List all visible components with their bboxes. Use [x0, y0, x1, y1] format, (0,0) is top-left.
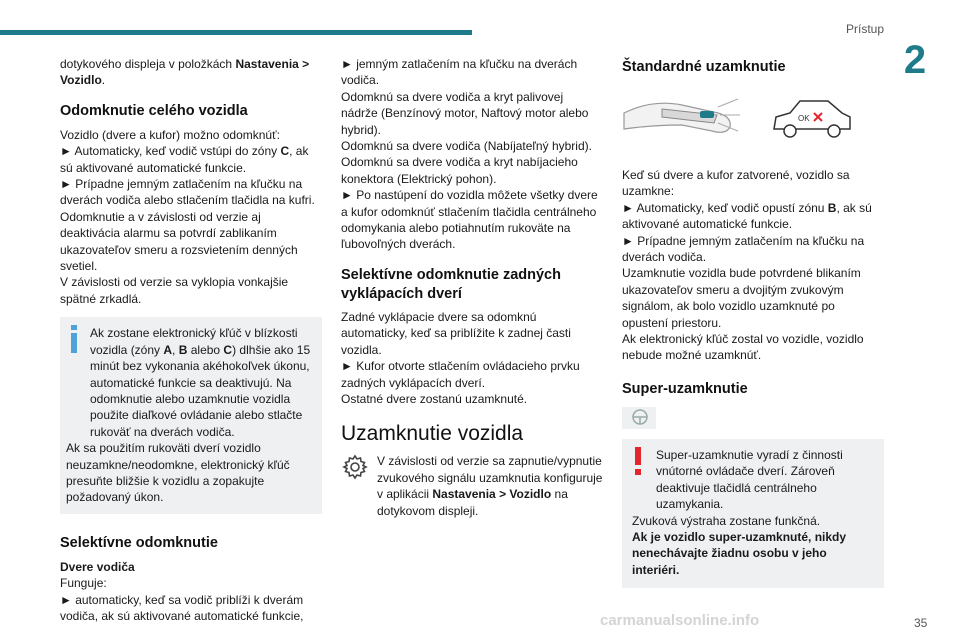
- intro-bold: Nastavenia > Vozidlo: [60, 57, 310, 88]
- rear-line3: Ostatné dvere zostanú uzamknuté.: [341, 391, 528, 406]
- lock-text-end: na dotykovom displeji.: [377, 487, 568, 518]
- warning-line1: Super-uzamknutie vyradí z činnosti vnútorné ovládače dverí. Zároveň deaktivuje tlačidlá centrálneho uzamykania.: [656, 447, 843, 512]
- unlock-all-line4: Odomknutie a v závislosti od verzie aj deaktivácia alarmu sa potvrdí zablikaním ukazovateľov smeru a rozsvietením denných svetiel.: [60, 209, 298, 274]
- intro-paragraph: [60, 56, 322, 89]
- selective-line1: ► automaticky, keď sa vodič priblíži k dverám vodiča, ak sú aktivované automatické funkcie,: [60, 592, 304, 623]
- info-paragraph-2: Ak sa použitím rukoväti dverí vozidlo neuzamkne/neodomkne, elektronický kľúč presuňte bližšie k vozidlu a zopakujte požadovaný úkon.: [66, 441, 290, 505]
- section-label: Prístup: [846, 22, 885, 36]
- car-locked-icon: [770, 91, 854, 143]
- lock-settings-block: [341, 453, 603, 519]
- column-3: [622, 56, 884, 588]
- col2-line3: Odomknú sa dvere vodiča (Nabíjateľný hybrid).: [341, 139, 592, 154]
- column-1: [60, 56, 322, 624]
- heading-rear-selective: Selektívne odomknutie zadných vyklápacích dverí: [341, 266, 561, 302]
- driver-door-label: Dvere vodiča: [60, 559, 135, 574]
- info-box: [60, 317, 322, 513]
- warning-box: [622, 439, 884, 588]
- lock-settings-path: Nastavenia > Vozidlo: [432, 487, 552, 502]
- info-icon: [66, 325, 82, 353]
- unlock-all-line2-end: , ak sú aktivované automatické funkcie.: [60, 144, 309, 175]
- header-accent-bar: [0, 30, 472, 35]
- steering-wheel-icon: [622, 407, 656, 429]
- heading-selective: Selektívne odomknutie: [60, 534, 218, 551]
- zone-b: B: [178, 342, 188, 357]
- rear-line2: ► Kufor otvorte stlačením ovládacieho prvku zadných vyklápacích dverí.: [341, 359, 580, 390]
- unlock-all-line3: ► Prípadne jemným zatlačením na kľučku na dverách vodiča alebo stlačením tlačidla na kufri.: [60, 177, 315, 208]
- lock-text: V závislosti od verzie sa zapnutie/vypnutie zvukového signálu uzamknutia konfiguruje v aplikácii: [377, 454, 603, 502]
- zone-c: C: [280, 144, 290, 159]
- col2-line1: ► jemným zatlačením na kľučku na dverách vodiča.: [341, 57, 578, 88]
- unlock-all-line1: Vozidlo (dvere a kufor) možno odomknúť:: [60, 127, 280, 142]
- door-handle-hand-icon: [622, 85, 742, 145]
- column-2: [341, 56, 603, 519]
- warning-line3: Ak je vozidlo super-uzamknuté, nikdy nenechávajte žiadnu osobu v jeho interiéri.: [632, 529, 847, 577]
- standard-lock-illustration: [622, 85, 884, 149]
- chapter-number: 2: [903, 38, 927, 82]
- standard-line5: Ak elektronický kľúč zostal vo vozidle, vozidlo nebude možné uzamknúť.: [622, 332, 864, 363]
- zone-c-info: C: [223, 342, 233, 357]
- info-text-rest: ) dlhšie ako 15 minút bez vykonania akéhokoľvek úkonu, automatické funkcie sa deaktivujú. Na odomknutie alebo uzamknutie vozidla použite diaľkové ovládanie alebo stlačte rukoväť na dverách vodiča.: [90, 342, 311, 439]
- info-sep: ,: [172, 342, 179, 357]
- gear-icon: [341, 453, 369, 481]
- standard-line2-text: ► Automaticky, keď vodič opustí zónu: [622, 200, 828, 215]
- intro-text-end: .: [101, 73, 106, 88]
- standard-line2-end: , ak sú aktivované automatické funkcie.: [622, 200, 872, 232]
- heading-unlock-all: Odomknutie celého vozidla: [60, 102, 248, 119]
- watermark: carmanualsonline.info: [600, 612, 760, 629]
- heading-standard-lock: Štandardné uzamknutie: [622, 59, 786, 75]
- info-paragraph-1: [66, 325, 314, 440]
- col2-line4: Odomknú sa dvere vodiča a kryt nabíjacieho konektora (Elektrický pohon).: [341, 155, 578, 186]
- unlock-all-line2: [60, 143, 322, 176]
- zone-a: A: [163, 342, 173, 357]
- standard-line2: [622, 200, 884, 233]
- warning-icon: [632, 447, 644, 475]
- col2-line5: ► Po nastúpení do vozidla môžete všetky dvere a kufor odomknúť stlačením tlačidla centrálneho odomykania alebo potiahnutím rukoväte na ľubovoľných dverách.: [341, 188, 598, 252]
- page-number: 35: [914, 616, 928, 630]
- ok-label: OK: [798, 114, 810, 123]
- zone-b-std: B: [827, 200, 837, 215]
- works-label: Funguje:: [60, 576, 107, 591]
- rear-line1: Zadné vyklápacie dvere sa odomknú automaticky, keď sa priblížite k zadnej časti vozidla.: [341, 309, 571, 357]
- warning-line2: Zvuková výstraha zostane funkčná.: [632, 513, 821, 528]
- unlock-all-line2-text: ► Automaticky, keď vodič vstúpi do zóny: [60, 144, 281, 159]
- intro-text: dotykového displeja v položkách: [60, 57, 236, 71]
- unlock-all-line5: V závislosti od verzie sa vyklopia vonkajšie spätné zrkadlá.: [60, 275, 289, 306]
- standard-line4: Uzamknutie vozidla bude potvrdené blikaním ukazovateľov smeru a dvojitým zvukovým signálom, ak bolo vozidlo uzamknuté po opustení priestoru.: [622, 266, 861, 330]
- info-text: Ak zostane elektronický kľúč v blízkosti vozidla (zóny: [90, 326, 298, 357]
- info-or: alebo: [187, 342, 224, 357]
- col2-line2: Odomknú sa dvere vodiča a kryt palivovej nádrže (Benzínový motor, Naftový motor alebo hybrid).: [341, 89, 589, 137]
- standard-line3: ► Prípadne jemným zatlačením na kľučku na dverách vodiča.: [622, 233, 865, 265]
- lock-paragraph: [341, 453, 603, 519]
- heading-lock-vehicle: Uzamknutie vozidla: [341, 422, 524, 446]
- heading-super-lock: Super-uzamknutie: [622, 380, 748, 397]
- standard-line1: Keď sú dvere a kufor zatvorené, vozidlo sa uzamkne:: [622, 168, 850, 199]
